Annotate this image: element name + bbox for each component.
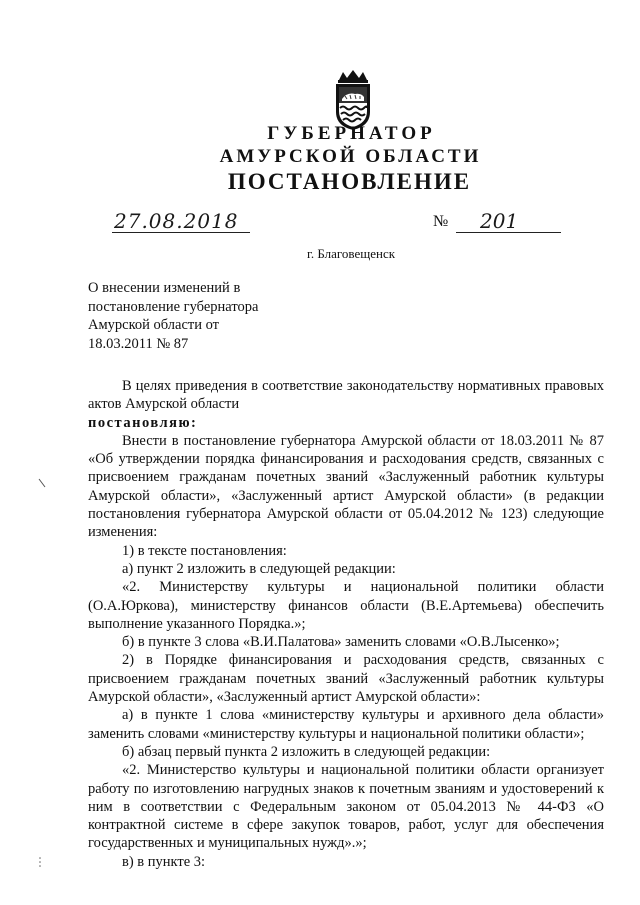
body-paragraph: а) в пункте 1 слова «министерству культуры и архивного дела области» заменить словами «министерству культуры и национальной политики области»; <box>88 707 604 742</box>
subject-line: Амурской области от <box>88 317 220 333</box>
header-region: АМУРСКОЙ ОБЛАСТИ <box>219 146 482 167</box>
body-paragraph: в) в пункте 3: <box>122 853 206 870</box>
subject-line: О внесении изменений в <box>88 280 241 296</box>
number-sign: № <box>433 213 449 230</box>
number-underline <box>456 232 561 233</box>
margin-dots <box>38 856 42 868</box>
date-underline <box>112 232 250 233</box>
body-paragraph: 1) в тексте постановления: <box>122 542 287 559</box>
handwritten-number: 201 <box>480 209 519 233</box>
body-paragraph: 2) в Порядке финансирования и расходования средств, связанных с присвоением гражданам почетных званий «Заслуженный работник культуры Амурской области», «Заслуженный артист Амурской области»: <box>88 652 604 706</box>
handwritten-date: 27.08.2018 <box>114 209 239 233</box>
margin-mark <box>38 478 46 488</box>
subject-line: 18.03.2011 № 87 <box>88 335 189 352</box>
city-label: г. Благовещенск <box>307 246 396 261</box>
body-paragraph: б) в пункте 3 слова «В.И.Палатова» заменить словами «О.В.Лысенко»; <box>122 634 560 651</box>
body-paragraph: б) абзац первый пункта 2 изложить в следующей редакции: <box>122 743 491 760</box>
body-paragraph: Внести в постановление губернатора Амурской области от 18.03.2011 № 87 «Об утверждении порядка финансирования и расходования средств, связанных с присвоением гражданам почетных званий «Заслуженный работник культуры Амурской области», «Заслуженный артист Амурской области» (в редакции постановления губернатора Амурской области от 05.04.2012 № 123) следующие изменения: <box>88 432 604 541</box>
header-decree: ПОСТАНОВЛЕНИЕ <box>227 169 472 194</box>
decree-body <box>88 377 604 871</box>
preamble-paragraph: В целях приведения в соответствие законодательству нормативных правовых актов Амурской области <box>88 378 604 413</box>
subject-line: постановление губернатора <box>88 298 259 315</box>
body-paragraph: а) пункт 2 изложить в следующей редакции: <box>122 560 396 577</box>
decree-word: постановляю: <box>88 414 198 431</box>
body-paragraph: «2. Министерство культуры и национальной политики области организует работу по изготовлению нагрудных знаков к почетным званиям и удостоверений к ним в соответствии с Федеральным законом от 05.04.2013 № 44-ФЗ «О контрактной системе в сфере закупок товаров, работ, услуг для обеспечения государственных и муниципальных нужд».»; <box>88 762 604 852</box>
decree-subject <box>88 279 348 353</box>
header-governor: ГУБЕРНАТОР <box>267 123 436 144</box>
body-paragraph: «2. Министерству культуры и национальной политики области (О.А.Юркова), министерству финансов области (В.Е.Артемьева) обеспечить выполнение указанного Порядка.»; <box>88 579 604 632</box>
